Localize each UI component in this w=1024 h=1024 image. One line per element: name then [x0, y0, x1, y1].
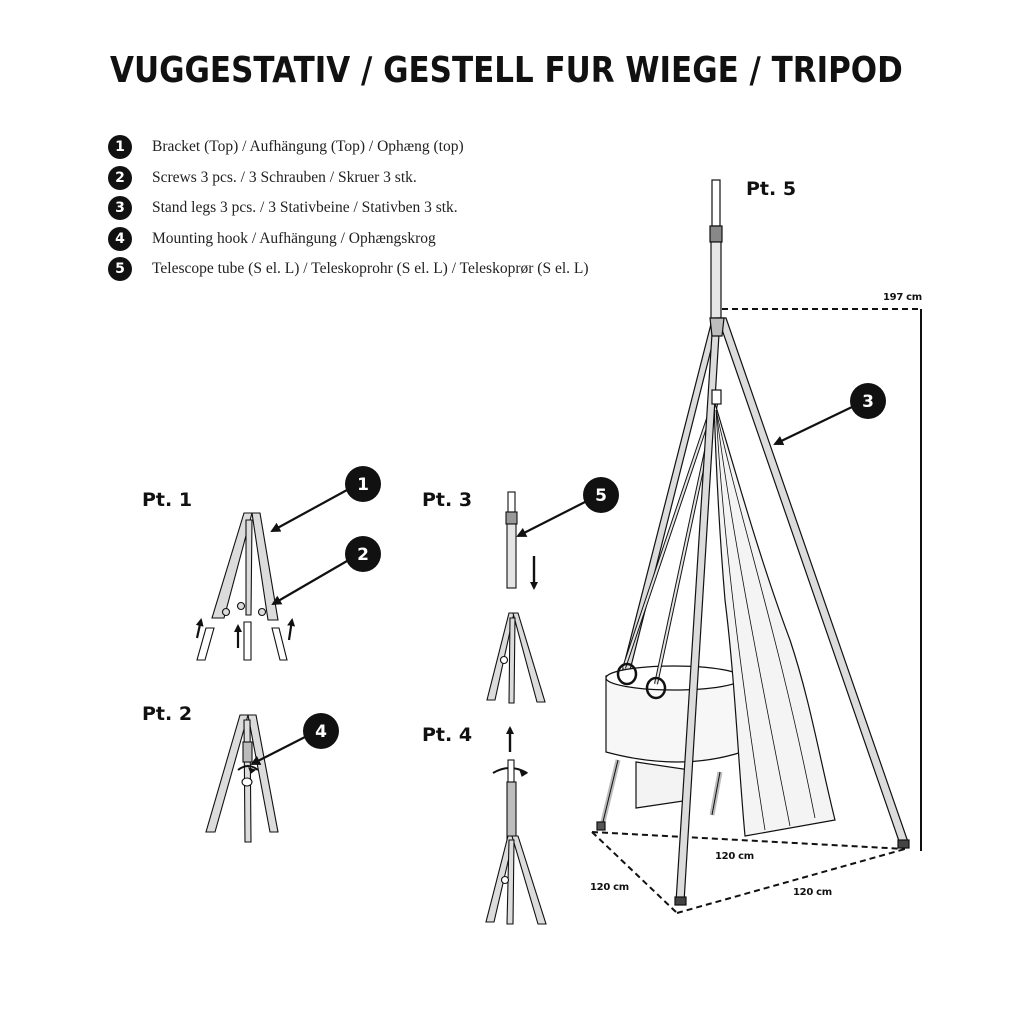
legend-number-badge: 1	[108, 135, 132, 159]
callout-number: 1	[357, 475, 369, 495]
step-label-pt1: Pt. 1	[142, 489, 193, 511]
callout-4	[303, 713, 339, 749]
step-label-pt2: Pt. 2	[142, 703, 193, 725]
pt5-illustration	[592, 180, 921, 913]
legend-text: Mounting hook / Aufhängung / Ophængskrog	[152, 229, 436, 247]
callout-number: 5	[595, 486, 607, 506]
page-title: VUGGESTATIV / GESTELL FUR WIEGE / TRIPOD	[110, 50, 903, 91]
legend-text: Bracket (Top) / Aufhängung (Top) / Ophæng (top)	[152, 138, 464, 156]
legend-number-badge: 4	[108, 227, 132, 251]
pt4-illustration	[486, 728, 546, 924]
height-dimension-label: 197 cm	[883, 292, 922, 303]
pt2-illustration	[206, 715, 278, 842]
base-right-dimension-label: 120 cm	[793, 887, 832, 898]
pt3-illustration	[487, 492, 545, 703]
step-label-pt4: Pt. 4	[422, 724, 473, 746]
callout-3	[850, 383, 886, 419]
step-label-pt3: Pt. 3	[422, 489, 473, 511]
base-back-dimension-label: 120 cm	[715, 851, 754, 862]
legend-text: Screws 3 pcs. / 3 Schrauben / Skruer 3 stk.	[152, 168, 417, 186]
callout-number: 2	[357, 545, 369, 565]
legend-number-badge: 2	[108, 166, 132, 190]
base-left-dimension-label: 120 cm	[590, 882, 629, 893]
legend-text: Stand legs 3 pcs. / 3 Stativbeine / Stativben 3 stk.	[152, 199, 458, 217]
legend-number-badge: 3	[108, 196, 132, 220]
callout-2	[345, 536, 381, 572]
legend-text: Telescope tube (S el. L) / Teleskoprohr (S el. L) / Teleskoprør (S el. L)	[152, 260, 589, 278]
callout-5	[583, 477, 619, 513]
pt1-illustration	[197, 513, 292, 660]
step-label-pt5: Pt. 5	[746, 178, 797, 200]
legend-number-badge: 5	[108, 257, 132, 281]
callout-number: 4	[315, 722, 327, 742]
callout-number: 3	[862, 392, 874, 412]
floor-plan-dashed	[592, 832, 905, 913]
callout-1	[345, 466, 381, 502]
